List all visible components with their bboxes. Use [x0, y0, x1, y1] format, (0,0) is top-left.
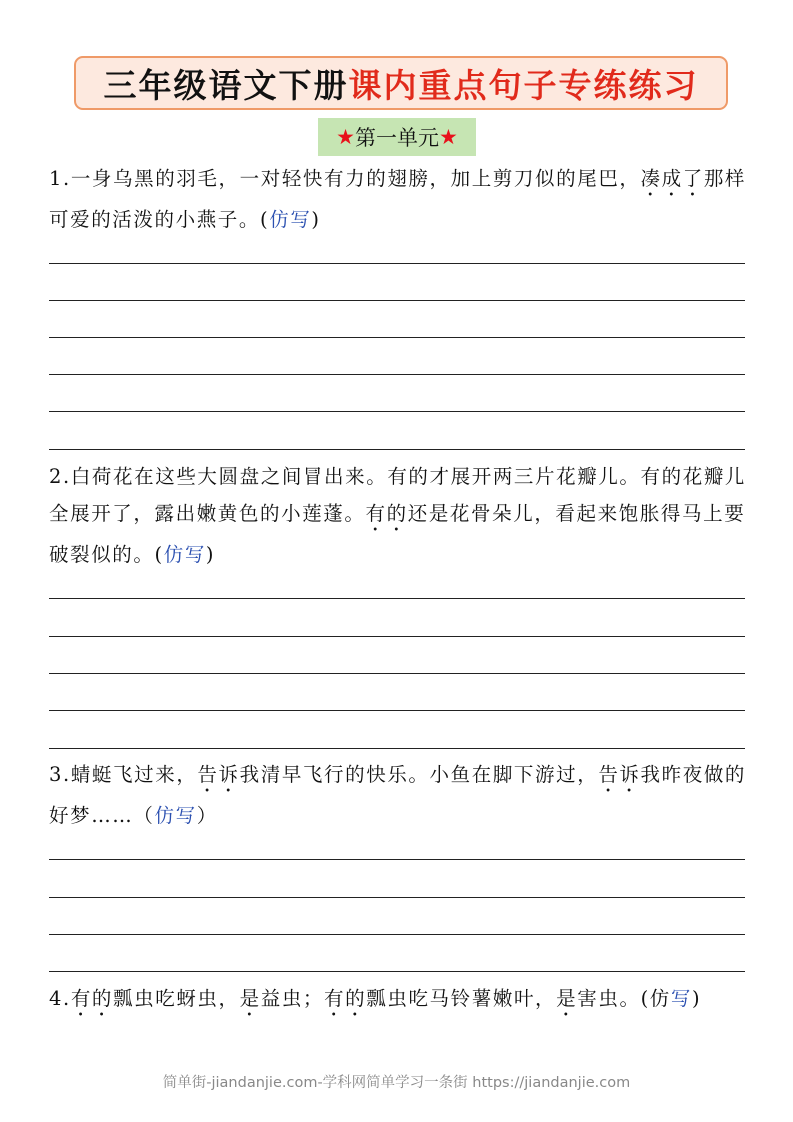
task-label: 仿写 — [269, 208, 312, 231]
answer-line[interactable] — [49, 374, 745, 375]
answer-line[interactable] — [49, 710, 745, 711]
question-2 — [49, 458, 749, 573]
question-text: 我昨夜做的好梦……（ — [49, 763, 747, 827]
answer-line[interactable] — [49, 411, 745, 412]
task-label: 仿写 — [154, 804, 197, 827]
question-number: 1. — [49, 167, 71, 190]
unit-banner — [318, 118, 476, 156]
question-text: ) — [311, 208, 321, 231]
question-text: 白荷花在这些大圆盘之间冒出来。有的才展开两三片花瓣儿。有的花瓣儿全展开了，露出嫩黄色的小莲蓬。 — [49, 465, 747, 525]
unit-label: 第一单元 — [355, 126, 439, 150]
question-text: 蜻蜓飞过来， — [70, 763, 198, 786]
emphasized-word: 是 — [556, 987, 578, 1010]
question-number: 4. — [49, 987, 71, 1010]
question-4 — [49, 980, 749, 1021]
task-label: 写 — [670, 987, 692, 1010]
answer-line[interactable] — [49, 263, 745, 264]
emphasized-word: 告诉 — [598, 763, 641, 786]
emphasized-word: 告诉 — [197, 763, 240, 786]
star-icon-right: ★ — [439, 125, 458, 149]
emphasized-word: 成了 — [661, 167, 704, 190]
question-1 — [49, 160, 749, 238]
question-text: 益虫； — [260, 987, 325, 1010]
title-black-part: 三年级语文下册 — [103, 65, 349, 105]
answer-line[interactable] — [49, 449, 745, 450]
question-text: 那样可爱的活泼的小燕子。( — [49, 167, 747, 231]
answer-line[interactable] — [49, 748, 745, 749]
emphasized-word: 凑 — [640, 167, 662, 190]
answer-line[interactable] — [49, 971, 745, 972]
worksheet-title — [74, 56, 728, 110]
question-text: 一身乌黑的羽毛，一对轻快有力的翅膀，加上剪刀似的尾巴， — [70, 167, 641, 190]
answer-line[interactable] — [49, 636, 745, 637]
answer-line[interactable] — [49, 897, 745, 898]
question-text: 瓢虫吃蚜虫， — [113, 987, 240, 1010]
answer-line[interactable] — [49, 859, 745, 860]
question-text: 害虫。(仿 — [577, 987, 671, 1010]
question-text: 还是花骨朵儿，看起来饱胀得马上要破裂似的。( — [49, 502, 746, 566]
question-3 — [49, 756, 749, 834]
emphasized-word: 是 — [239, 987, 261, 1010]
question-number: 3. — [49, 763, 71, 786]
footer-watermark: 简单街-jiandanjie.com-学科网简单学习一条街 https://jiandanjie.com — [162, 1075, 631, 1091]
answer-line[interactable] — [49, 598, 745, 599]
emphasized-word: 有的 — [70, 987, 114, 1010]
answer-line[interactable] — [49, 934, 745, 935]
task-label: 仿写 — [163, 543, 206, 566]
answer-line[interactable] — [49, 337, 745, 338]
question-text: ) — [691, 987, 702, 1010]
answer-line[interactable] — [49, 673, 745, 674]
question-text: ） — [196, 804, 218, 827]
question-number: 2. — [49, 465, 71, 488]
star-icon-left: ★ — [336, 125, 355, 149]
title-red-part: 课内重点句子专练练习 — [348, 65, 699, 105]
question-text: 瓢虫吃马铃薯嫩叶， — [366, 987, 557, 1010]
emphasized-word: 有的 — [365, 502, 408, 525]
answer-line[interactable] — [49, 300, 745, 301]
emphasized-word: 有的 — [324, 987, 367, 1010]
question-text: 我清早飞行的快乐。小鱼在脚下游过， — [239, 763, 599, 786]
question-text: ) — [205, 543, 216, 566]
